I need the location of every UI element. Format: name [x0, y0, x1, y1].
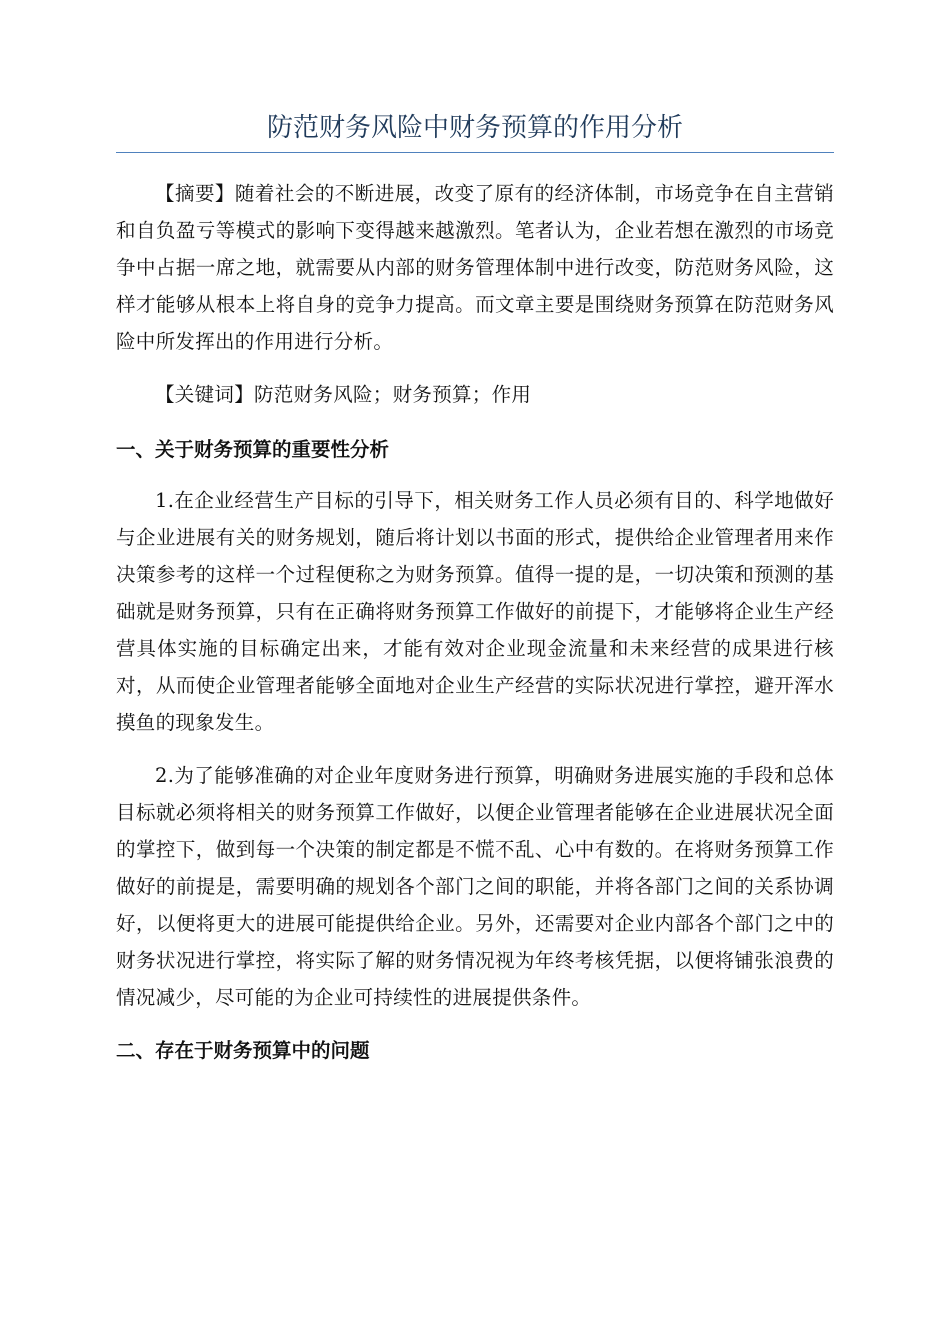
- section-heading-2: 二、存在于财务预算中的问题: [116, 1039, 370, 1062]
- document-title: 防范财务风险中财务预算的作用分析: [266, 113, 683, 143]
- keywords-paragraph: 【关键词】防范财务风险；财务预算；作用: [155, 383, 532, 406]
- abstract-paragraph: 【摘要】随着社会的不断进展，改变了原有的经济体制，市场竞争在自主营销和自负盈亏等模式的影响下变得越来越激烈。笔者认为，企业若想在激烈的市场竞争中占据一席之地，就需要从内部的财务管理体制中进行改变，防范财务风险，这样才能够从根本上将自身的竞争力提高。而文章主要是围绕财务预算在防范财务风险中所发挥出的作用进行分析。: [116, 182, 834, 353]
- document-body: [116, 110, 834, 1083]
- section-heading-1: 一、关于财务预算的重要性分析: [116, 438, 390, 461]
- section1-paragraph-1: 1.在企业经营生产目标的引导下，相关财务工作人员必须有目的、科学地做好与企业进展有关的财务规划，随后将计划以书面的形式，提供给企业管理者用来作决策参考的这样一个过程便称之为财务预算。值得一提的是，一切决策和预测的基础就是财务预算，只有在正确将财务预算工作做好的前提下，才能够将企业生产经营具体实施的目标确定出来，才能有效对企业现金流量和未来经营的成果进行核对，从而使企业管理者能够全面地对企业生产经营的实际状况进行掌控，避开浑水摸鱼的现象发生。: [116, 489, 834, 734]
- title-underline: [116, 152, 834, 153]
- section1-paragraph-2: 2.为了能够准确的对企业年度财务进行预算，明确财务进展实施的手段和总体目标就必须将相关的财务预算工作做好，以便企业管理者能够在企业进展状况全面的掌控下，做到每一个决策的制定都是不慌不乱、心中有数的。在将财务预算工作做好的前提是，需要明确的规划各个部门之间的职能，并将各部门之间的关系协调好，以便将更大的进展可能提供给企业。另外，还需要对企业内部各个部门之中的财务状况进行掌控，将实际了解的财务情况视为年终考核凭据，以便将铺张浪费的情况减少，尽可能的为企业可持续性的进展提供条件。: [116, 764, 834, 1009]
